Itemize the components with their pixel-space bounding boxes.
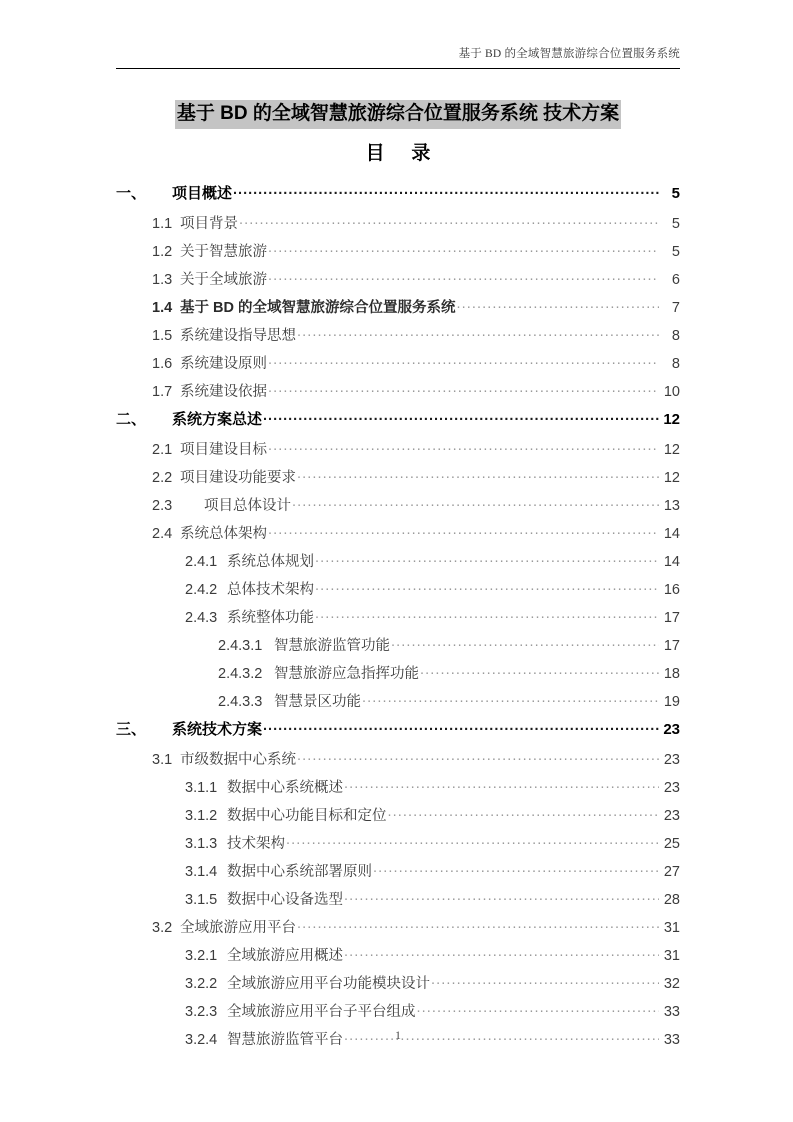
toc-entry-page-number: 14 — [663, 526, 680, 542]
toc-dot-leader — [420, 664, 659, 678]
toc-dot-leader — [239, 214, 659, 228]
toc-dot-leader — [297, 326, 659, 340]
toc-entry-page-number: 32 — [663, 976, 680, 992]
toc-entry-number: 2.1 — [152, 442, 173, 458]
toc-entry[interactable] — [116, 352, 680, 380]
toc-entry-number: 2.4.1 — [185, 554, 218, 570]
toc-entry-page-number: 16 — [663, 582, 680, 598]
toc-dot-leader — [263, 720, 659, 734]
toc-entry-number: 1.3 — [152, 272, 173, 288]
toc-entry-number: 3.1.4 — [185, 864, 218, 880]
toc-entry[interactable] — [116, 832, 680, 860]
toc-entry-number: 三、 — [116, 721, 147, 738]
document-title: 基于 BD 的全域智慧旅游综合位置服务系统 技术方案 — [175, 100, 621, 129]
toc-dot-leader — [315, 552, 659, 566]
toc-entry[interactable] — [116, 324, 680, 352]
toc-entry-number: 3.2 — [152, 920, 173, 936]
toc-dot-leader — [268, 524, 659, 538]
toc-entry-page-number: 28 — [663, 892, 680, 908]
toc-entry[interactable] — [116, 296, 680, 324]
toc-dot-leader — [268, 382, 659, 396]
toc-entry[interactable] — [116, 380, 680, 408]
toc-entry-number: 一、 — [116, 185, 147, 202]
toc-entry-number: 3.2.1 — [185, 948, 218, 964]
page-footer — [116, 1026, 680, 1044]
toc-entry-title: 智慧旅游监管平台 — [227, 1032, 343, 1048]
toc-entry-number: 二、 — [116, 411, 147, 428]
toc-entry[interactable] — [116, 690, 680, 718]
toc-dot-leader — [315, 580, 659, 594]
toc-entry[interactable] — [116, 888, 680, 916]
toc-dot-leader — [344, 946, 659, 960]
toc-entry-number: 1.6 — [152, 356, 173, 372]
toc-entry-title: 系统总体架构 — [180, 526, 267, 542]
toc-entry-page-number: 12 — [663, 411, 680, 428]
toc-entry-number: 1.7 — [152, 384, 173, 400]
toc-entry[interactable] — [116, 212, 680, 240]
toc-dot-leader — [417, 1002, 660, 1016]
toc-entry-page-number: 6 — [671, 272, 680, 288]
toc-entry-page-number: 14 — [663, 554, 680, 570]
toc-dot-leader — [297, 750, 659, 764]
toc-dot-leader — [457, 298, 660, 312]
toc-entry-page-number: 33 — [663, 1032, 680, 1048]
toc-entry[interactable] — [116, 944, 680, 972]
toc-entry-page-number: 25 — [663, 836, 680, 852]
toc-entry-title: 全域旅游应用平台 — [180, 920, 296, 936]
toc-entry-title: 系统总体规划 — [227, 554, 314, 570]
toc-entry[interactable] — [116, 1000, 680, 1028]
footer-page-number: 1 — [395, 1028, 401, 1042]
toc-entry-title: 总体技术架构 — [227, 582, 314, 598]
toc-entry-number: 3.1.2 — [185, 808, 218, 824]
toc-entry[interactable] — [116, 408, 680, 438]
toc-dot-leader — [286, 834, 659, 848]
toc-entry-title: 数据中心设备选型 — [227, 892, 343, 908]
toc-entry-title: 系统方案总述 — [172, 411, 263, 428]
toc-entry-page-number: 33 — [663, 1004, 680, 1020]
toc-entry-number: 1.1 — [152, 216, 173, 232]
toc-entry[interactable] — [116, 550, 680, 578]
toc-dot-leader — [268, 270, 659, 284]
toc-entry-title: 系统整体功能 — [227, 610, 314, 626]
toc-entry-page-number: 23 — [663, 808, 680, 824]
toc-entry-title: 项目概述 — [172, 185, 233, 202]
toc-entry-number: 2.4.3.3 — [218, 694, 263, 710]
toc-entry-page-number: 17 — [663, 638, 680, 654]
toc-dot-leader — [344, 890, 659, 904]
page-header — [116, 46, 680, 69]
toc-entry-page-number: 5 — [671, 185, 680, 202]
toc-entry[interactable] — [116, 182, 680, 212]
toc-entry-number: 3.1 — [152, 752, 173, 768]
toc-entry-page-number: 23 — [663, 752, 680, 768]
toc-entry-title: 智慧景区功能 — [274, 694, 361, 710]
toc-entry[interactable] — [116, 662, 680, 690]
toc-entry[interactable] — [116, 578, 680, 606]
toc-entry-number: 3.2.3 — [185, 1004, 218, 1020]
toc-dot-leader — [373, 862, 659, 876]
toc-entry-title: 全域旅游应用平台功能模块设计 — [227, 976, 430, 992]
toc-dot-leader — [391, 636, 659, 650]
toc-entry-page-number: 12 — [663, 442, 680, 458]
toc-entry-number: 3.2.2 — [185, 976, 218, 992]
toc-entry-page-number: 18 — [663, 666, 680, 682]
toc-entry[interactable] — [116, 522, 680, 550]
toc-entry-page-number: 5 — [671, 244, 680, 260]
toc-entry-number: 2.3 — [152, 498, 173, 514]
toc-entry[interactable] — [116, 804, 680, 832]
toc-dot-leader — [297, 918, 659, 932]
toc-entry-page-number: 27 — [663, 864, 680, 880]
toc-entry-number: 1.5 — [152, 328, 173, 344]
toc-entry[interactable] — [116, 240, 680, 268]
toc-entry-title: 全域旅游应用平台子平台组成 — [227, 1004, 416, 1020]
toc-entry[interactable] — [116, 748, 680, 776]
toc-dot-leader — [315, 608, 659, 622]
toc-entry-title: 数据中心系统部署原则 — [227, 864, 372, 880]
toc-entry-page-number: 17 — [663, 610, 680, 626]
toc-dot-leader — [263, 410, 659, 424]
table-of-contents — [116, 182, 680, 1056]
toc-entry-title: 市级数据中心系统 — [180, 752, 296, 768]
toc-entry[interactable] — [116, 776, 680, 804]
toc-dot-leader — [268, 354, 659, 368]
toc-dot-leader — [297, 468, 659, 482]
toc-dot-leader — [292, 496, 659, 510]
toc-entry-title: 数据中心功能目标和定位 — [227, 808, 387, 824]
toc-entry-number: 1.4 — [152, 300, 173, 316]
toc-entry[interactable] — [116, 972, 680, 1000]
document-title-block — [116, 100, 680, 129]
toc-entry[interactable] — [116, 494, 680, 522]
toc-entry-title: 项目背景 — [180, 216, 238, 232]
toc-entry-number: 3.2.4 — [185, 1032, 218, 1048]
toc-entry-number: 2.4.3 — [185, 610, 218, 626]
toc-dot-leader — [268, 440, 659, 454]
toc-entry[interactable] — [116, 916, 680, 944]
toc-entry-title: 全域旅游应用概述 — [227, 948, 343, 964]
toc-entry-page-number: 10 — [663, 384, 680, 400]
toc-entry-title: 系统建设依据 — [180, 384, 267, 400]
toc-entry-page-number: 8 — [671, 328, 680, 344]
toc-entry-title: 关于智慧旅游 — [180, 244, 267, 260]
toc-entry-number: 3.1.5 — [185, 892, 218, 908]
toc-dot-leader — [362, 692, 659, 706]
toc-entry-title: 智慧旅游应急指挥功能 — [274, 666, 419, 682]
toc-entry-title: 系统建设原则 — [180, 356, 267, 372]
toc-entry[interactable] — [116, 466, 680, 494]
toc-entry[interactable] — [116, 438, 680, 466]
toc-entry-page-number: 31 — [663, 920, 680, 936]
toc-entry-number: 1.2 — [152, 244, 173, 260]
toc-entry-page-number: 19 — [663, 694, 680, 710]
toc-entry[interactable] — [116, 718, 680, 748]
toc-entry-title: 项目总体设计 — [204, 498, 291, 514]
toc-entry-title: 智慧旅游监管功能 — [274, 638, 390, 654]
toc-entry-number: 2.2 — [152, 470, 173, 486]
toc-entry-title: 技术架构 — [227, 836, 285, 852]
toc-entry-title: 系统建设指导思想 — [180, 328, 296, 344]
toc-entry-number: 2.4.3.2 — [218, 666, 263, 682]
toc-entry-number: 2.4 — [152, 526, 173, 542]
toc-entry-title: 项目建设功能要求 — [180, 470, 296, 486]
toc-entry-page-number: 8 — [671, 356, 680, 372]
toc-entry-title: 数据中心系统概述 — [227, 780, 343, 796]
toc-entry-number: 2.4.2 — [185, 582, 218, 598]
header-rule — [116, 68, 680, 69]
toc-entry[interactable] — [116, 606, 680, 634]
toc-entry-page-number: 5 — [671, 216, 680, 232]
toc-entry-number: 3.1.1 — [185, 780, 218, 796]
toc-entry-page-number: 31 — [663, 948, 680, 964]
toc-entry-page-number: 12 — [663, 470, 680, 486]
toc-dot-leader — [268, 242, 659, 256]
toc-dot-leader — [388, 806, 660, 820]
toc-entry[interactable] — [116, 860, 680, 888]
toc-entry-title: 系统技术方案 — [172, 721, 263, 738]
toc-entry[interactable] — [116, 268, 680, 296]
toc-entry-title: 项目建设目标 — [180, 442, 267, 458]
toc-entry-page-number: 23 — [663, 780, 680, 796]
toc-heading: 目 录 — [365, 143, 442, 164]
running-header-title: 基于 BD 的全域智慧旅游综合位置服务系统 — [458, 48, 680, 60]
toc-entry-page-number: 23 — [663, 721, 680, 738]
toc-dot-leader — [344, 778, 659, 792]
toc-entry-number: 2.4.3.1 — [218, 638, 263, 654]
toc-dot-leader — [431, 974, 659, 988]
toc-entry-number: 3.1.3 — [185, 836, 218, 852]
toc-entry-title: 关于全域旅游 — [180, 272, 267, 288]
toc-entry-title: 基于 BD 的全域智慧旅游综合位置服务系统 — [180, 300, 456, 316]
toc-dot-leader — [233, 184, 659, 198]
toc-entry-page-number: 13 — [663, 498, 680, 514]
toc-entry-page-number: 7 — [671, 300, 680, 316]
toc-entry[interactable] — [116, 634, 680, 662]
